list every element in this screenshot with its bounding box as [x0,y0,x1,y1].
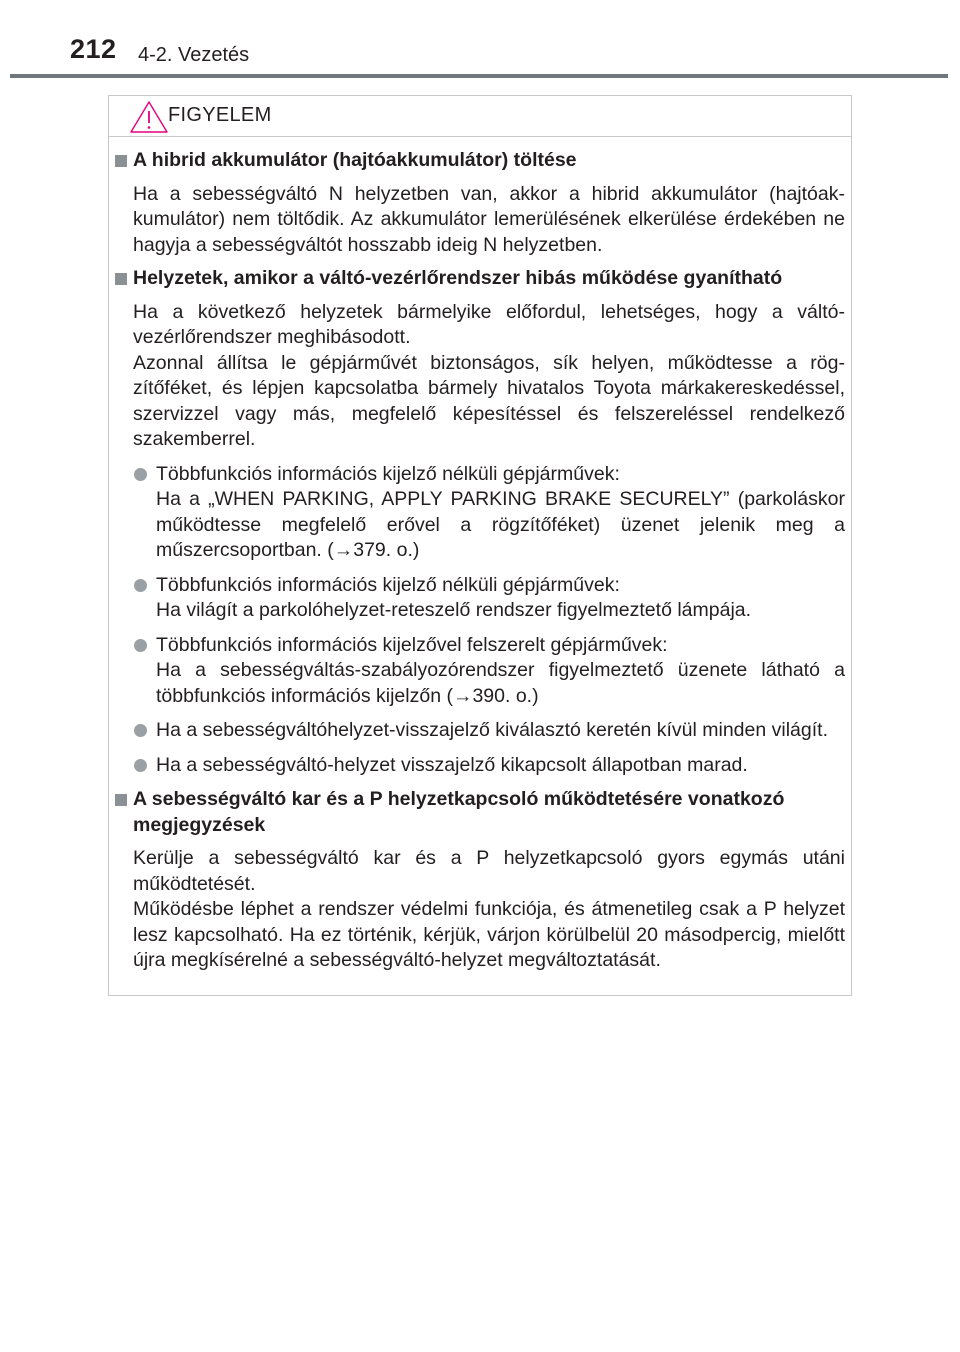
section-hybrid-battery [109,148,845,258]
section-title: 4-2. Vezetés [138,44,250,66]
square-bullet-icon [115,155,127,167]
paragraph: Ha a következő helyzetek bármelyike előfordul, lehetséges, hogy a váltóvezérlőrendszer meghibásodott. [133,300,845,348]
header-divider [10,74,948,78]
warning-box [108,95,852,996]
warning-content [109,148,853,982]
list-item [133,462,845,564]
section-body [133,846,845,974]
paragraph: Működésbe léphet a rendszer védelmi funkciója, és átmenetileg csak a P helyzet lesz kapcsolható. Ha ez történik, kérjük, várjon körülbelül 20 másodpercig, mielőtt újra megkísérelné a sebességváltó-helyzet megváltoztatását. [133,898,845,971]
paragraph: Kerülje a sebességváltó kar és a P helyzetkapcsoló gyors egymás utáni működtetését. [133,847,845,895]
bullet-list [133,462,845,779]
section-shift-control-fault [109,266,845,778]
bullet-line: Ha a „WHEN PARKING, APPLY PARKING BRAKE SECURELY” (parkoláskor működtesse megfelelő erővel a rögzítőféket) üzenet jelenik meg a műszercsoportban. (→379. o.) [156,488,845,561]
paragraph: Azonnal állítsa le gépjárművét biztonságos, sík helyen, működtesse a rögzítőféket, és lépjen kapcsolatba bármely hivatalos Toyota márkakereskedéssel, szervizzel vagy más, megfelelő képesítéssel és felszereléssel rendelkező szakemberrel. [133,351,845,450]
round-bullet-icon [134,759,147,772]
section-title-shift-control: Helyzetek, amikor a váltó-vezérlőrendszer hibás működése gyanítható [133,267,783,289]
warning-triangle-icon [129,100,169,134]
square-bullet-icon [115,273,127,285]
list-item [133,633,845,710]
round-bullet-icon [134,579,147,592]
bullet-line: Ha a sebességváltóhelyzet-visszajelző kiválasztó keretén kívül minden világít. [156,719,828,741]
section-body [133,182,845,259]
warning-label: FIGYELEM [168,104,272,126]
section-shift-lever-note [109,787,845,974]
round-bullet-icon [134,724,147,737]
section-body [133,300,845,453]
list-item [133,753,845,779]
round-bullet-icon [134,468,147,481]
page-number: 212 [70,34,117,64]
square-bullet-icon [115,794,127,806]
bullet-line: Többfunkciós információs kijelző nélküli gépjárművek: [156,462,620,485]
bullet-line: Ha világít a parkolóhelyzet-reteszelő rendszer figyelmeztető lámpája. [156,599,752,621]
bullet-line: Ha a sebességváltó-helyzet visszajelző kikapcsolt állapotban marad. [156,753,748,776]
paragraph: Ha a sebességváltó N helyzetben van, akkor a hibrid akkumulátor (hajtóakkumulátor) nem töltődik. Az akkumulátor lemerülésének elkerülése érdekében ne hagyja a sebességváltót hosszabb ideig N helyzetben. [133,182,845,256]
list-item [133,573,845,624]
list-item [133,718,845,744]
page-header [0,0,960,80]
warning-header [109,96,851,137]
bullet-line: Többfunkciós információs kijelzővel felszerelt gépjárművek: [156,633,668,656]
section-title-shift-lever: A sebességváltó kar és a P helyzetkapcsoló működtetésére vonatkozó megjegyzések [133,788,785,836]
bullet-line: Többfunkciós információs kijelző nélküli gépjárművek: [156,573,620,596]
bullet-line: Ha a sebességváltás-szabályozórendszer figyelmeztető üzenete látható a többfunkciós információs kijelzőn (→390. o.) [156,659,845,707]
section-title-hybrid-battery: A hibrid akkumulátor (hajtóakkumulátor) töltése [133,149,577,171]
round-bullet-icon [134,639,147,652]
